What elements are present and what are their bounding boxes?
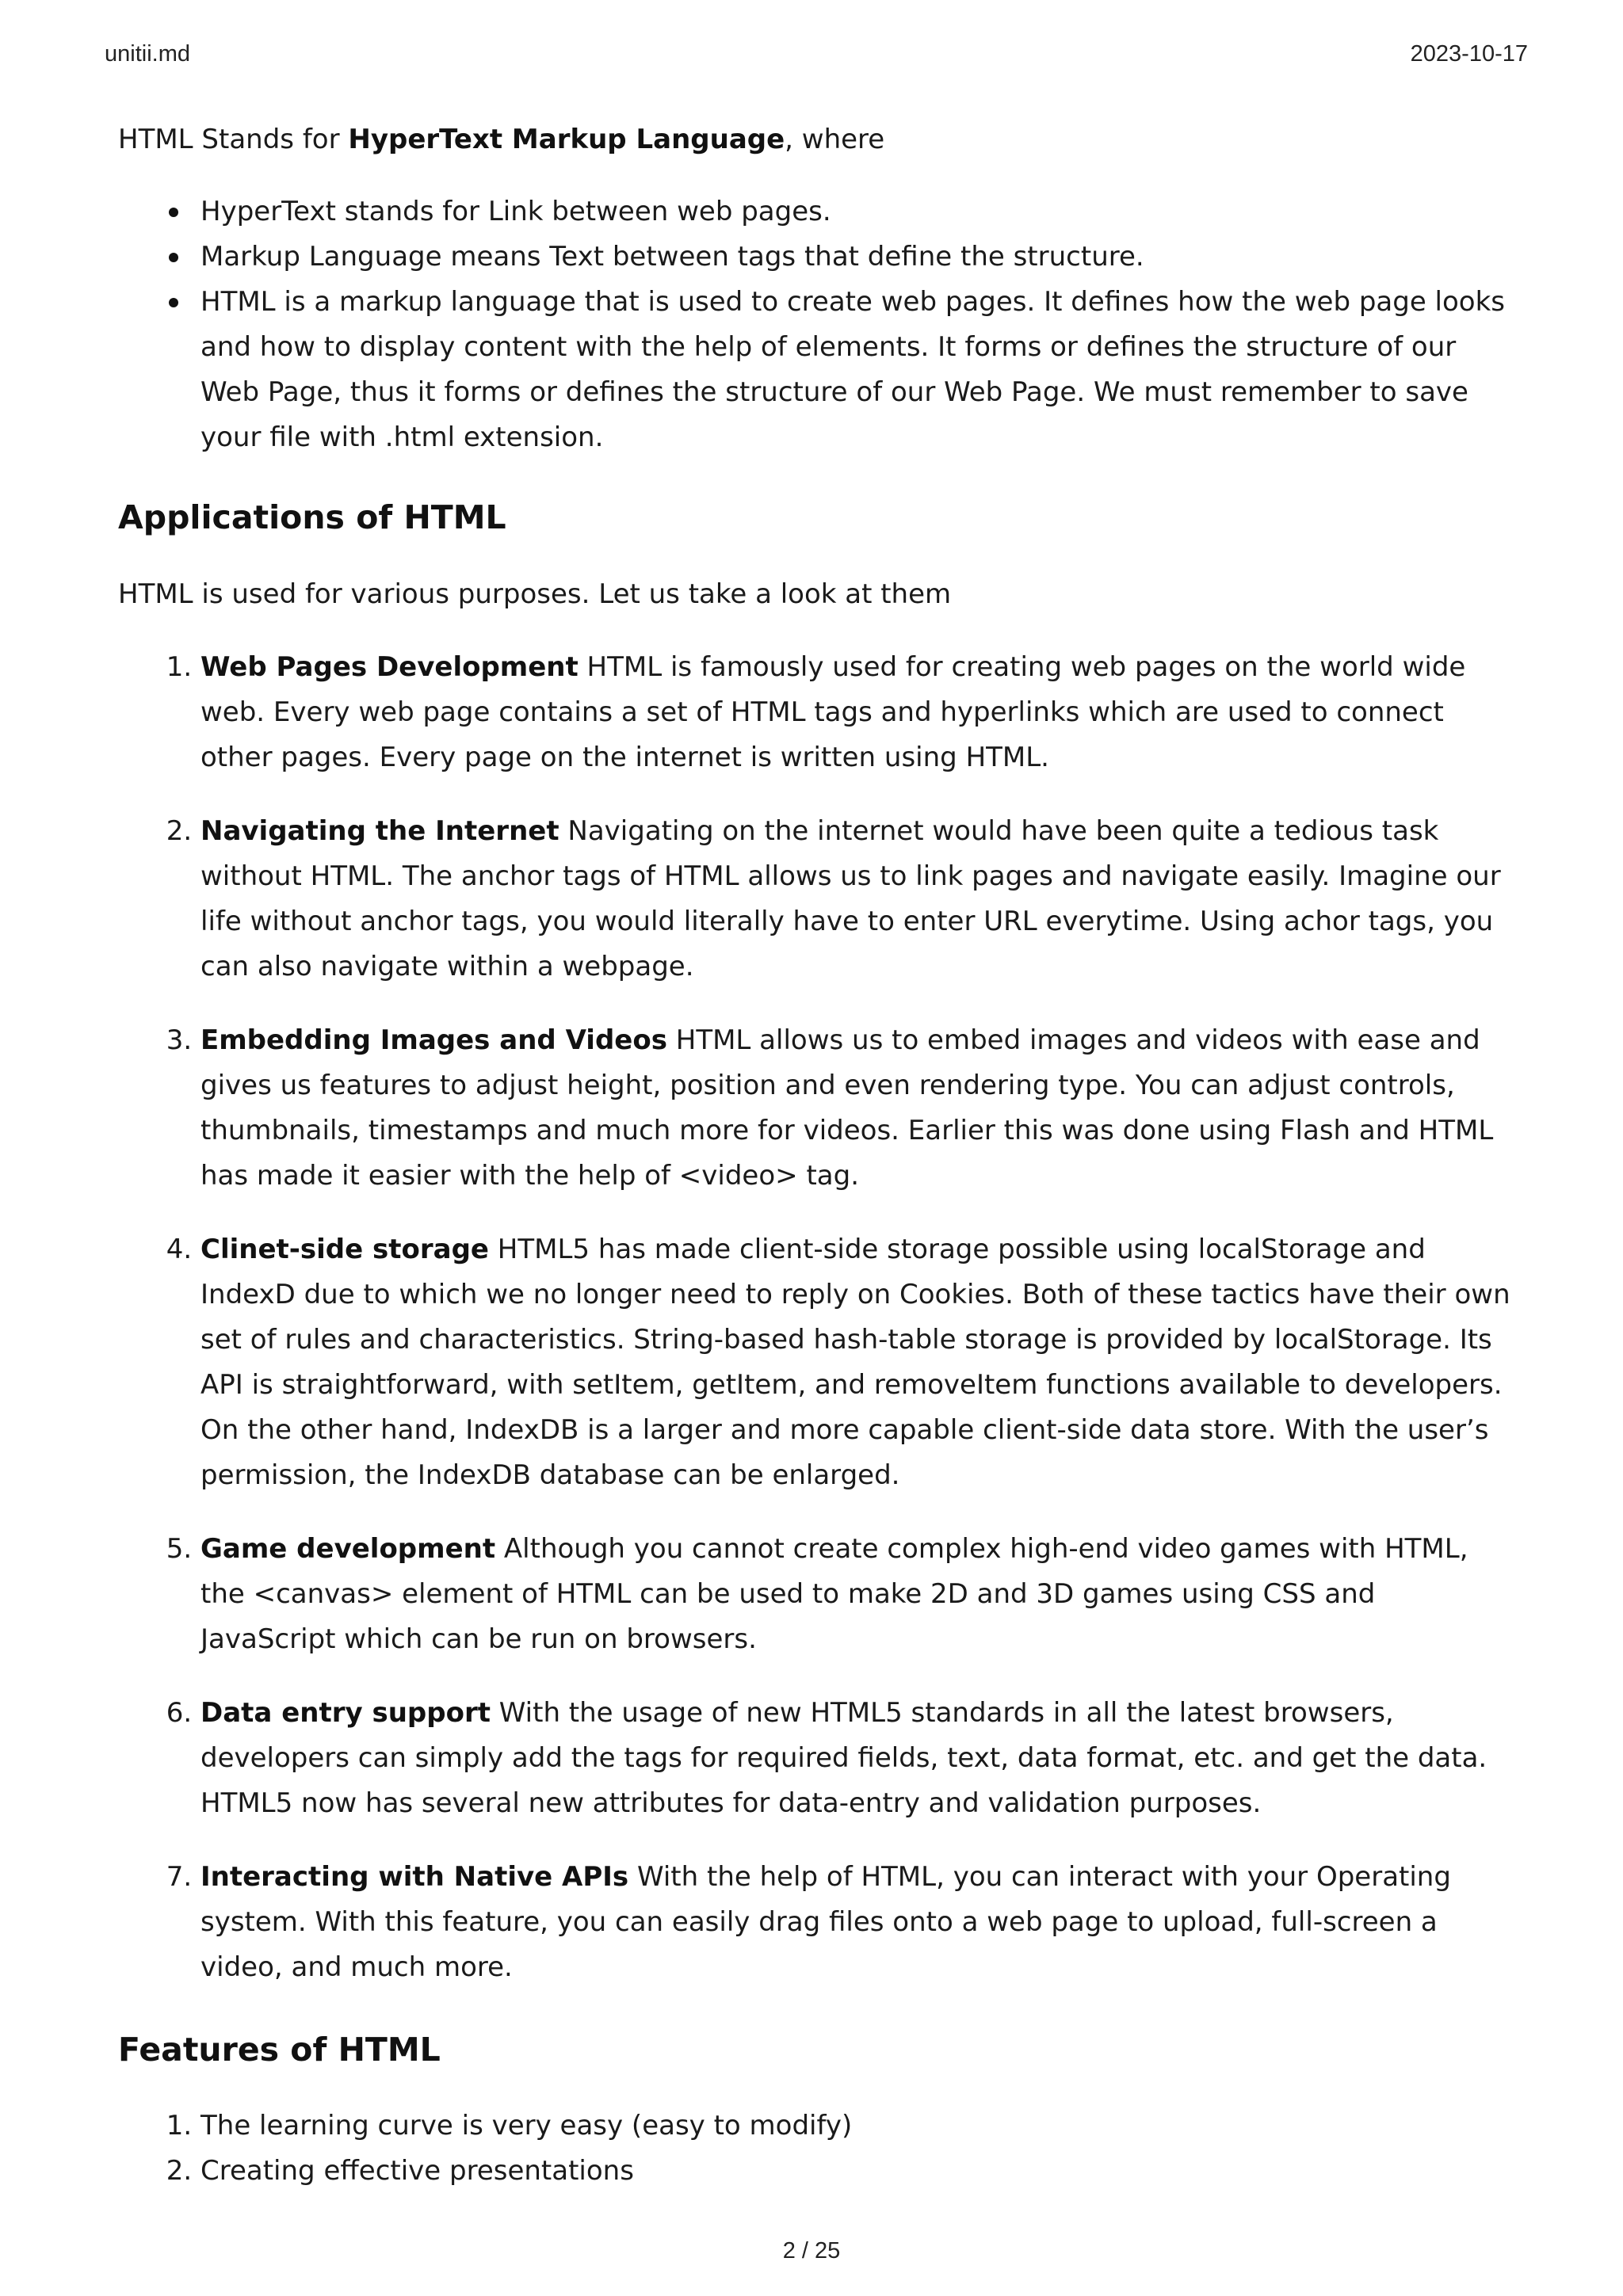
list-item — [200, 809, 1518, 990]
file-name: unitii.md — [105, 41, 190, 67]
item-title: Navigating the Internet — [200, 815, 559, 847]
intro-paragraph — [118, 117, 1518, 162]
item-text: HTML5 has made client-side storage possible using localStorage and IndexD due to which we no longer need to reply on Cookies. Both of these tactics have their own set of rules and characteristics. String-based hash-table storage is provided by localStorage. Its API is straightforward, with setItem, getItem, and removeItem functions available to developers. On the other hand, IndexDB is a larger and more capable client-side data store. With the user’s permission, the IndexDB database can be enlarged. — [200, 1234, 1510, 1491]
item-text: With the help of HTML, you can interact with your Operating system. With this feature, you can easily drag files onto a web page to upload, full-screen a video, and much more. — [200, 1861, 1451, 1983]
features-list — [118, 2103, 1518, 2194]
page-header — [105, 41, 1528, 70]
item-title: Clinet-side storage — [200, 1234, 489, 1265]
item-text: With the usage of new HTML5 standards in all the latest browsers, developers can simply add the tags for required fields, text, data format, etc. and get the data. HTML5 now has several new attributes for data-entry and validation purposes. — [200, 1697, 1487, 1819]
list-item: HyperText stands for Link between web pages. — [200, 189, 1518, 235]
intro-prefix: HTML Stands for — [118, 124, 349, 155]
list-item: HTML is a markup language that is used to create web pages. It defines how the web page looks and how to display content with the help of elements. It forms or defines the structure of our Web Page, thus it forms or defines the structure of our Web Page. We must remember to save your file with .html extension. — [200, 280, 1518, 460]
item-title: Embedding Images and Videos — [200, 1024, 667, 1056]
intro-bold-term: HyperText Markup Language — [348, 124, 785, 155]
item-title: Interacting with Native APIs — [200, 1861, 629, 1893]
list-item — [200, 1527, 1518, 1662]
item-text: HTML allows us to embed images and videos with ease and gives us features to adjust height, position and even rendering type. You can adjust controls, thumbnails, timestamps and much more for videos. Earlier this was done using Flash and HTML has made it easier with the help of <video> tag. — [200, 1024, 1494, 1192]
page-number: 2 / 25 — [782, 2238, 841, 2264]
applications-intro: HTML is used for various purposes. Let us take a look at them — [118, 578, 952, 610]
item-title: Game development — [200, 1533, 496, 1565]
list-item — [200, 1227, 1518, 1498]
document-date: 2023-10-17 — [1410, 41, 1528, 67]
list-item: 1. The learning curve is very easy (easy to modify) — [200, 2103, 1518, 2149]
intro-suffix: , where — [785, 124, 885, 155]
list-item: Markup Language means Text between tags that define the structure. — [200, 235, 1518, 280]
list-item: 2. Creating effective presentations — [200, 2149, 1518, 2194]
applications-list — [118, 645, 1518, 1990]
item-text: Navigating on the internet would have been quite a tedious task without HTML. The anchor tags of HTML allows us to link pages and navigate easily. Imagine our life without anchor tags, you would literally have to enter URL everytime. Using achor tags, you can also navigate within a webpage. — [200, 815, 1501, 982]
applications-heading: Applications of HTML — [118, 498, 506, 536]
list-item — [200, 1691, 1518, 1826]
list-item — [200, 645, 1518, 780]
list-item — [200, 1018, 1518, 1199]
item-text: Although you cannot create complex high-end video games with HTML, the <canvas> element of HTML can be used to make 2D and 3D games using CSS and JavaScript which can be run on browsers. — [200, 1533, 1468, 1655]
document-body — [118, 117, 1518, 2194]
item-title: Data entry support — [200, 1697, 491, 1729]
intro-bullet-list — [118, 189, 1518, 460]
features-heading: Features of HTML — [118, 2031, 441, 2069]
list-item — [200, 1855, 1518, 1990]
item-text: HTML is famously used for creating web pages on the world wide web. Every web page contains a set of HTML tags and hyperlinks which are used to connect other pages. Every page on the internet is written using HTML. — [200, 651, 1466, 773]
item-title: Web Pages Development — [200, 651, 579, 683]
